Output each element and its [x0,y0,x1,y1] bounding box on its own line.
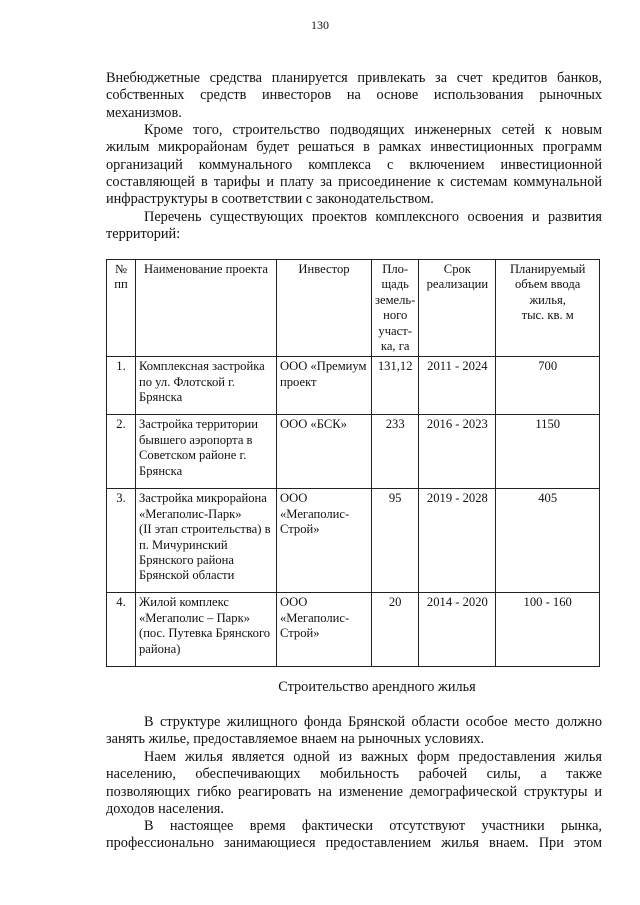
text-line: собственных средств инвесторов на основе использования рыночных [106,87,602,104]
paragraph-market-participants [106,818,602,853]
text-line: организаций коммунального комплекса с включением инвестиционной [106,156,602,173]
text-line: Внебюджетные средства планируется привлекать за счет кредитов банков, [106,70,602,86]
text-line: занять жилье, предоставляемое внаем на рыночных условиях. [106,731,485,748]
cell-area: 233 [372,415,419,489]
paragraph-engineering-networks [106,122,602,208]
cell-volume: 100 - 160 [496,593,600,667]
header-volume: Планируемый объем ввода жилья, тыс. кв. м [496,260,600,357]
cell-investor: ООО «Мегаполис- Строй» [277,593,372,667]
text-line: Перечень существующих проектов комплексного освоения и развития [144,209,602,225]
cell-investor: ООО «БСК» [277,415,372,489]
text-line: В структуре жилищного фонда Брянской области особое место должно [144,714,602,730]
header-investor: Инвестор [277,260,372,357]
cell-area: 131,12 [372,357,419,415]
text-line: жилым микрорайонам будет решаться в рамках инвестиционных программ [106,139,602,156]
projects-table [106,259,600,667]
paragraph-projects-list-intro [106,209,602,244]
cell-project-name: Застройка микрорайона «Мегаполис-Парк» (II этап строительства) в п. Мичуринский Брянского района Брянской области [136,489,277,593]
paragraph-housing-stock [106,714,602,749]
table-row [107,593,600,667]
cell-area: 95 [372,489,419,593]
text-line: механизмов. [106,104,182,121]
table-row [107,489,600,593]
text-line: населению, обеспечивающих мобильность рабочей силы, а также [106,766,602,783]
cell-project-name: Жилой комплекс «Мегаполис – Парк» (пос. Путевка Брянского района) [136,593,277,667]
text-line: инфраструктуры в соответствии с законодательством. [106,191,434,208]
text-line: составляющей в тарифы и плату за присоединение к системам коммунальной [106,173,602,190]
cell-num: 4. [107,593,136,667]
header-num: № пп [107,260,136,357]
cell-area: 20 [372,593,419,667]
paragraph-rental-importance [106,749,602,818]
cell-term: 2014 - 2020 [419,593,496,667]
section-heading: Строительство арендного жилья [278,679,476,695]
cell-term: 2019 - 2028 [419,489,496,593]
header-project-name: Наименование проекта [136,260,277,357]
cell-investor: ООО «Премиум проект [277,357,372,415]
cell-project-name: Застройка территории бывшего аэропорта в Советском районе г. Брянска [136,415,277,489]
table-row [107,357,600,415]
cell-project-name: Комплексная застройка по ул. Флотской г. Брянска [136,357,277,415]
text-line: территорий: [106,226,181,243]
table-header-row [107,260,600,357]
text-line: позволяющих гибко реагировать на изменение демографической структуры и [106,783,602,800]
text-line: Наем жилья является одной из важных форм предоставления жилья [144,749,602,765]
cell-volume: 1150 [496,415,600,489]
paragraph-extrabudgetary [106,70,602,122]
cell-volume: 700 [496,357,600,415]
table-row [107,415,600,489]
cell-num: 3. [107,489,136,593]
cell-investor: ООО «Мегаполис- Строй» [277,489,372,593]
text-line: профессионально занимающиеся предоставлением жилья внаем. При этом [106,835,602,852]
header-area: Пло- щадь земель- ного участ- ка, га [372,260,419,357]
header-term: Срок реализации [419,260,496,357]
cell-term: 2011 - 2024 [419,357,496,415]
text-line: Кроме того, строительство подводящих инженерных сетей к новым [144,122,602,138]
page-number: 130 [311,18,329,32]
cell-num: 2. [107,415,136,489]
cell-num: 1. [107,357,136,415]
text-line: доходов населения. [106,800,224,817]
text-line: В настоящее время фактически отсутствуют участники рынка, [144,818,602,834]
cell-volume: 405 [496,489,600,593]
cell-term: 2016 - 2023 [419,415,496,489]
